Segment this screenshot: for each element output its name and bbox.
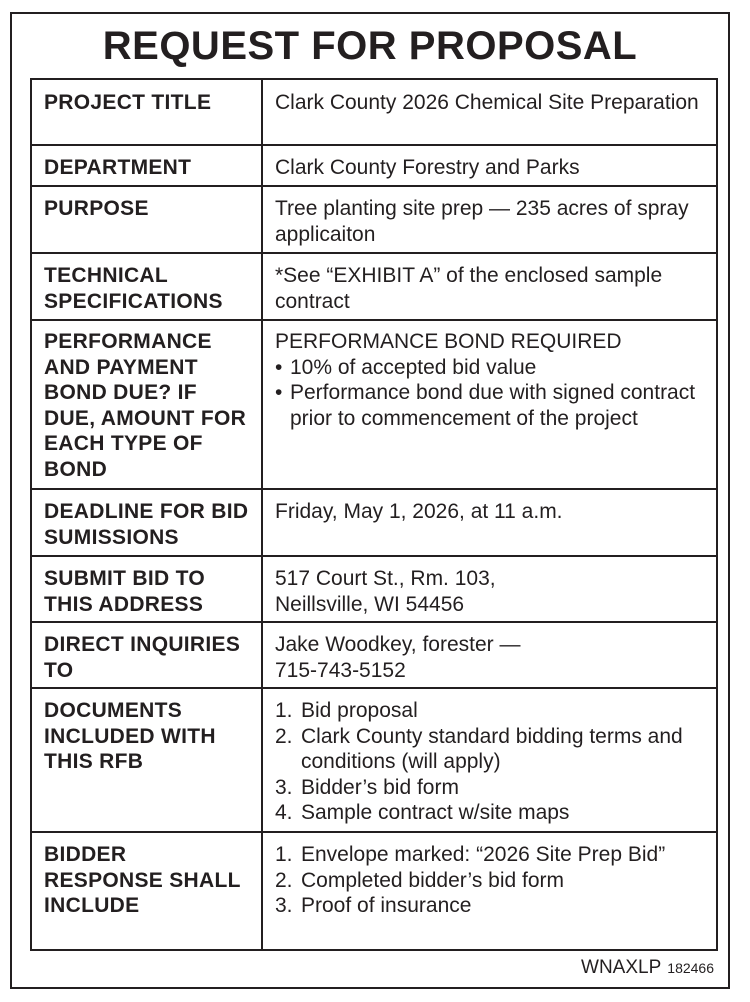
- table-row: [31, 832, 717, 950]
- list-item: • Performance bond due with signed contract prior to commencement of the project: [275, 380, 704, 431]
- rfp-table: [30, 78, 718, 951]
- list-item: 4. Sample contract w/site maps: [275, 801, 570, 824]
- purpose-value: Tree planting site prep — 235 acres of spray applicaiton: [262, 186, 717, 253]
- table-row: [31, 622, 717, 688]
- documents-list: [275, 698, 704, 826]
- documents-value: [262, 688, 717, 832]
- table-row: [31, 556, 717, 622]
- table-row: [31, 79, 717, 145]
- project-title-value: Clark County 2026 Chemical Site Preparation: [262, 79, 717, 145]
- contact-line: 715-743-5152: [275, 658, 406, 682]
- department-value: Clark County Forestry and Parks: [262, 145, 717, 186]
- table-row: [31, 320, 717, 489]
- bidder-response-value: [262, 832, 717, 950]
- row-label: DIRECT INQUIRIES TO: [31, 622, 262, 688]
- list-item: 3. Proof of insurance: [275, 894, 472, 917]
- deadline-value: Friday, May 1, 2026, at 11 a.m.: [262, 489, 717, 556]
- footer-code: [581, 957, 714, 979]
- table-row: [31, 253, 717, 320]
- list-item: 2. Completed bidder’s bid form: [275, 868, 565, 892]
- notice-frame: [10, 12, 730, 989]
- publisher-code: WNAXLP: [581, 957, 662, 978]
- address-line: 517 Court St., Rm. 103,: [275, 567, 496, 590]
- list-item: 3. Bidder’s bid form: [275, 775, 459, 799]
- direct-inquiries-value: [262, 622, 717, 688]
- performance-bond-value: [262, 320, 717, 489]
- submit-address-value: [262, 556, 717, 622]
- address-line: Neillsville, WI 54456: [275, 592, 465, 616]
- row-label: SUBMIT BID TO THIS ADDRESS: [31, 556, 262, 622]
- list-item: 1. Bid proposal: [275, 699, 418, 722]
- table-row: [31, 688, 717, 832]
- bond-bullet-list: [275, 355, 704, 432]
- row-label: PURPOSE: [31, 186, 262, 253]
- technical-specifications-value: *See “EXHIBIT A” of the enclosed sample contract: [262, 253, 717, 320]
- row-label: PROJECT TITLE: [31, 79, 262, 145]
- table-row: [31, 489, 717, 556]
- row-label: DOCUMENTS INCLUDED WITH THIS RFB: [31, 688, 262, 832]
- row-label: BIDDER RESPONSE SHALL INCLUDE: [31, 832, 262, 950]
- bidder-response-list: [275, 842, 704, 919]
- row-label: DEADLINE FOR BID SUMISSIONS: [31, 489, 262, 556]
- list-item: 2. Clark County standard bidding terms and conditions (will apply): [275, 724, 683, 773]
- row-label: TECHNICAL SPECIFICATIONS: [31, 253, 262, 320]
- row-label: PERFORMANCE AND PAYMENT BOND DUE? IF DUE, AMOUNT FOR EACH TYPE OF BOND: [31, 320, 262, 489]
- page-title: REQUEST FOR PROPOSAL: [102, 24, 638, 68]
- table-row: [31, 186, 717, 253]
- table-row: [31, 145, 717, 186]
- list-item: • 10% of accepted bid value: [275, 355, 704, 381]
- contact-line: Jake Woodkey, forester —: [275, 633, 521, 656]
- ad-id: 182466: [667, 960, 714, 976]
- bond-heading: PERFORMANCE BOND REQUIRED: [275, 330, 622, 353]
- row-label: DEPARTMENT: [31, 145, 262, 186]
- list-item: 1. Envelope marked: “2026 Site Prep Bid”: [275, 843, 666, 866]
